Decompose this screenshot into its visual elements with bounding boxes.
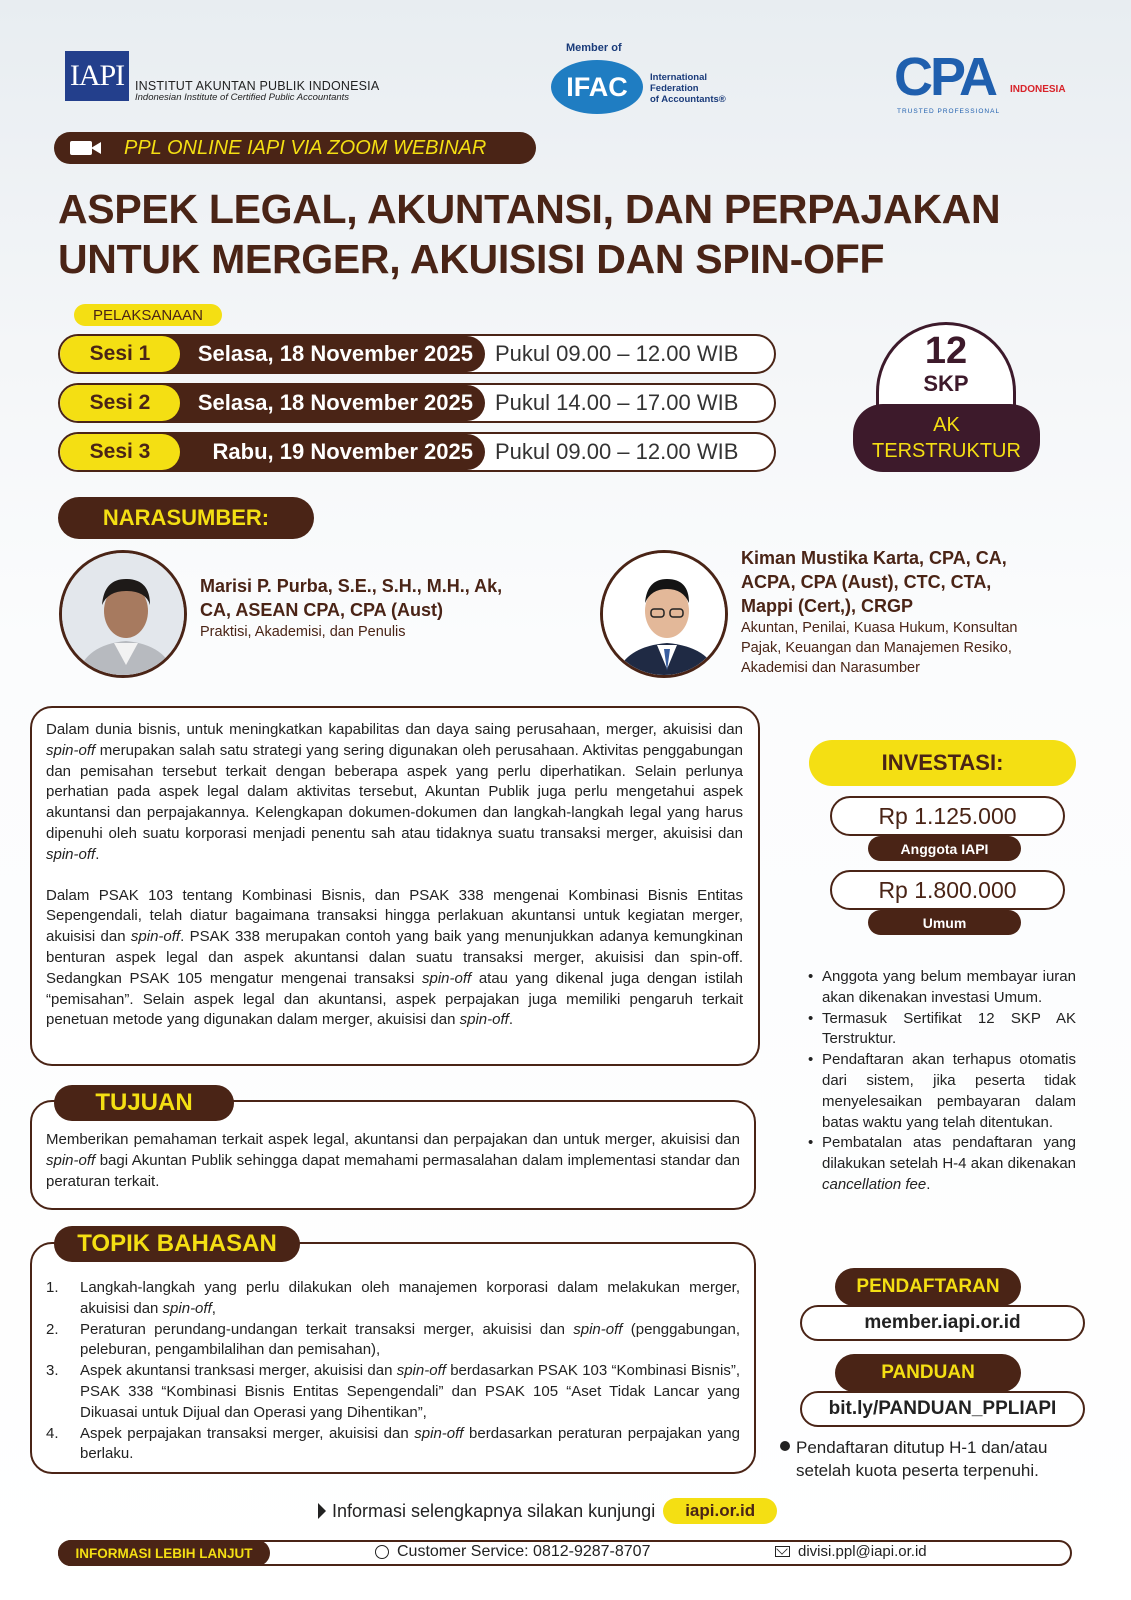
text-run-italic: spin-off — [46, 741, 96, 759]
iapi-name: INSTITUT AKUNTAN PUBLIK INDONESIA — [135, 79, 380, 93]
footer-label: INFORMASI LEBIH LANJUT — [58, 1540, 270, 1566]
text-run-italic: spin-off — [130, 928, 181, 946]
info-line — [318, 1498, 777, 1524]
speaker-name: Marisi P. Purba, S.E., S.H., M.H., Ak, — [200, 576, 503, 596]
webinar-banner — [54, 132, 536, 164]
list-text — [80, 1424, 740, 1466]
price-public: Rp 1.800.000 — [830, 870, 1065, 910]
title-line-2: UNTUK MERGER, AKUISISI DAN SPIN-OFF — [58, 236, 885, 282]
speaker-1-avatar — [59, 550, 187, 678]
text-run: Aspek perpajakan transaksi merger, akuisisi dan — [80, 1424, 415, 1442]
ifac-line: International — [650, 72, 708, 83]
cpa-tagline: TRUSTED PROFESSIONAL — [897, 108, 1001, 115]
list-text — [80, 1278, 740, 1320]
info-text: Informasi selengkapnya silakan kunjungi — [332, 1500, 656, 1521]
email-text: divisi.ppl@iapi.or.id — [798, 1543, 927, 1560]
ifac-member-label: Member of — [566, 42, 622, 54]
list-item — [808, 1050, 1076, 1133]
panduan-heading: PANDUAN — [835, 1354, 1021, 1392]
investasi-heading: INVESTASI: — [809, 740, 1076, 786]
footer-customer-service[interactable] — [375, 1543, 650, 1561]
webinar-label: PPL ONLINE IAPI VIA ZOOM WEBINAR — [124, 136, 487, 159]
list-item — [808, 967, 1076, 1009]
session-time: Pukul 14.00 – 17.00 WIB — [495, 390, 739, 415]
iapi-logo: IAPI — [65, 51, 129, 101]
session-label: Sesi 3 — [60, 434, 180, 470]
text-run: Anggota yang belum membayar iuran akan dikenakan investasi Umum. — [822, 968, 1076, 1006]
text-run: Langkah-langkah yang perlu dilakukan oleh manajemen korporasi dalam melakukan merger, akuisisi dan — [80, 1279, 740, 1317]
session-row-3 — [58, 432, 776, 472]
price-member-tag: Anggota IAPI — [868, 836, 1021, 861]
website-link[interactable]: iapi.or.id — [663, 1498, 777, 1524]
session-label: Sesi 1 — [60, 336, 180, 372]
text-run-italic: spin-off — [414, 1424, 464, 1442]
text-run-italic: cancellation fee — [822, 1175, 927, 1193]
closing-line — [780, 1436, 1100, 1459]
person-icon — [62, 553, 187, 678]
narasumber-heading: NARASUMBER: — [58, 497, 314, 539]
text-run-italic: spin-off — [46, 1151, 96, 1169]
skp-label: SKP — [923, 371, 969, 396]
speaker-name: Kiman Mustika Karta, CPA, CA, — [741, 548, 1007, 568]
list-number: 2. — [46, 1320, 59, 1338]
text-run-italic: spin-off — [422, 969, 472, 987]
text-run: , — [211, 1299, 216, 1317]
text-run: bagi Akuntan Publik sehingga dapat memahami permasalahan dalam implementasi standar dan peraturan terkait. — [46, 1151, 740, 1190]
topic-list — [46, 1278, 740, 1465]
list-number: 3. — [46, 1362, 59, 1380]
session-label: Sesi 2 — [60, 385, 180, 421]
tujuan-text — [46, 1130, 740, 1192]
price-member: Rp 1.125.000 — [830, 796, 1065, 836]
list-item — [46, 1424, 740, 1466]
session-date: Selasa, 18 November 2025 — [160, 385, 485, 421]
pendaftaran-heading: PENDAFTARAN — [835, 1268, 1021, 1306]
list-item — [46, 1361, 740, 1423]
speaker-2-avatar — [600, 550, 728, 678]
text-run: Termasuk Sertifikat 12 SKP AK Terstruktur. — [822, 1009, 1076, 1048]
text-run: Pendaftaran akan terhapus otomatis dari sistem, jika peserta tidak menyelesaikan pembayaran dalam batas waktu yang telah ditentukan. — [822, 1051, 1076, 1131]
speaker-role: Akuntan, Penilai, Kuasa Hukum, Konsultan — [741, 620, 1018, 636]
ifac-logo: IFAC — [551, 60, 643, 114]
list-text — [80, 1320, 740, 1362]
description-box — [30, 706, 760, 1066]
speaker-name: CA, ASEAN CPA, CPA (Aust) — [200, 600, 443, 620]
text-run: atau yang dikenal juga dengan istilah “pemisahan”. Selain aspek legal dan akuntansi, aspek perpajakan juga memiliki pengaruh terkait penetuan metode yang digunakan dalam merger, akuisisi dan — [46, 969, 743, 1029]
ifac-line: Federation — [650, 83, 699, 94]
investasi-notes — [808, 967, 1076, 1196]
text-run: (penggabungan, peleburan, pengambilalihan dan pemisahan), — [80, 1320, 741, 1359]
topik-heading: TOPIK BAHASAN — [54, 1226, 300, 1262]
skp-type-line: AK — [933, 414, 960, 436]
list-number: 4. — [46, 1424, 59, 1442]
speaker-name: ACPA, CPA (Aust), CTC, CTA, — [741, 572, 992, 592]
session-date: Selasa, 18 November 2025 — [160, 336, 485, 372]
text-run: . — [508, 1011, 513, 1029]
customer-service-text: Customer Service: 0812-9287-8707 — [397, 1543, 651, 1560]
text-run: merupakan salah satu strategi yang sering digunakan oleh perusahaan. Aktivitas penggabungan dan pemisahan tersebut terkait dengan beberapa aspek yang perlu diperhatikan. Selain perlunya perhatian pada aspek legal dalam aktivitas tersebut, Akuntan Publik juga perlu mengetahui aspek akuntansi dan perpajakannya. Kelengkapan dokumen-dokumen dan langkah-langkah legal yang harus dipenuhi oleh suatu korporasi menjadi penentu sah atau tidaknya suatu transaksi merger, akuisisi dan — [46, 741, 743, 842]
cpa-country: INDONESIA — [1010, 84, 1066, 95]
speaker-name: Mappi (Cert,), CRGP — [741, 596, 914, 616]
list-text — [80, 1361, 740, 1423]
text-run: Pendaftaran ditutup H-1 dan/atau — [796, 1438, 1048, 1457]
ifac-line: of Accountants® — [650, 94, 726, 105]
text-run: . PSAK 338 merupakan contoh yang baik yang menunjukkan adanya kemungkinan benturan aspek legal dan aspek akuntansi dalan suatu transaksi merger, akuisisi dan spin-off. Sedangkan PSAK 105 mengatur mengenai transaksi — [46, 928, 743, 987]
footer-email[interactable] — [775, 1543, 927, 1560]
list-item — [46, 1278, 740, 1320]
text-run: berdasarkan PSAK 103 “Kombinasi Bisnis”, PSAK 338 “Kombinasi Bisnis Entitas Sepengendali” dan PSAK 105 “Aset Tidak Lancar yang Dikuasai untuk Dijual dan Operasi yang Dihentikan”, — [80, 1362, 740, 1421]
pelaksanaan-label: PELAKSANAAN — [74, 304, 222, 326]
text-run-italic: spin-off — [573, 1320, 623, 1338]
speaker-2-info — [741, 546, 1071, 678]
speaker-role: Akademisi dan Narasumber — [741, 660, 920, 676]
title-line-1: ASPEK LEGAL, AKUNTANSI, DAN PERPAJAKAN — [58, 186, 1001, 232]
text-run: . — [95, 845, 100, 863]
text-run: Pembatalan atas pendaftaran yang dilakukan setelah H-4 akan dikenakan — [822, 1134, 1076, 1173]
text-run: Aspek akuntansi tranksasi merger, akuisisi dan — [80, 1362, 397, 1380]
session-time: Pukul 09.00 – 12.00 WIB — [495, 341, 739, 366]
session-row-2 — [58, 383, 776, 423]
speaker-role: Praktisi, Akademisi, dan Penulis — [200, 624, 406, 640]
topik-box — [30, 1242, 756, 1474]
cpa-logo: CPA — [894, 47, 996, 107]
page-title — [58, 184, 1078, 284]
text-run: . — [926, 1175, 931, 1193]
price-public-tag: Umum — [868, 910, 1021, 935]
text-run: Dalam PSAK 103 tentang Kombinasi Bisnis, dan PSAK 338 mengenai Kombinasi Bisnis Entitas Sepengendali, telah diatur bagaimana transaksi hingga perlakuan akuntansi untuk kegiatan merger, akuisisi dan — [46, 886, 743, 946]
text-run-italic: spin-off — [459, 1011, 509, 1029]
speaker-role: Pajak, Keuangan dan Manajemen Resiko, — [741, 640, 1012, 656]
list-number: 1. — [46, 1279, 59, 1296]
video-camera-icon — [70, 141, 92, 155]
text-run-italic: spin-off — [162, 1299, 212, 1317]
list-item — [46, 1320, 740, 1362]
text-run-italic: spin-off — [396, 1362, 446, 1380]
iapi-subtitle: Indonesian Institute of Certified Public Accountants — [135, 92, 350, 103]
text-run: berdasarkan peraturan perpajakan yang berlaku. — [80, 1424, 740, 1463]
session-date: Rabu, 19 November 2025 — [160, 434, 485, 470]
tujuan-heading: TUJUAN — [54, 1085, 234, 1121]
text-run: Dalam dunia bisnis, untuk meningkatkan kapabilitas dan daya saing perusahaan, merger, akuisisi dan — [46, 721, 743, 738]
ifac-name — [650, 72, 726, 105]
list-item — [808, 1009, 1076, 1051]
person-icon — [603, 553, 728, 678]
text-run: Peraturan perundang-undangan terkait transaksi merger, akuisisi dan — [80, 1320, 574, 1338]
speaker-1-info — [200, 574, 540, 642]
description-paragraph-2 — [46, 886, 743, 1032]
panduan-link[interactable]: bit.ly/PANDUAN_PPLIAPI — [800, 1391, 1085, 1427]
session-time: Pukul 09.00 – 12.00 WIB — [495, 439, 739, 464]
session-row-1 — [58, 334, 776, 374]
bullet-icon — [780, 1441, 790, 1451]
description-paragraph-1 — [46, 720, 743, 866]
pendaftaran-link[interactable]: member.iapi.or.id — [800, 1305, 1085, 1341]
play-arrow-icon — [318, 1503, 326, 1519]
whatsapp-icon — [375, 1545, 389, 1559]
skp-number: 12 — [924, 330, 968, 372]
closing-note — [780, 1436, 1100, 1482]
mail-icon — [775, 1546, 790, 1557]
text-run: Memberikan pemahaman terkait aspek legal, akuntansi dan perpajakan dan untuk merger, akuisisi dan — [46, 1131, 740, 1148]
skp-type — [853, 404, 1040, 472]
skp-type-line: TERSTRUKTUR — [872, 440, 1021, 462]
closing-line: setelah kuota peserta terpenuhi. — [796, 1461, 1039, 1480]
text-run-italic: spin-off — [46, 845, 96, 863]
list-item — [808, 1133, 1076, 1195]
